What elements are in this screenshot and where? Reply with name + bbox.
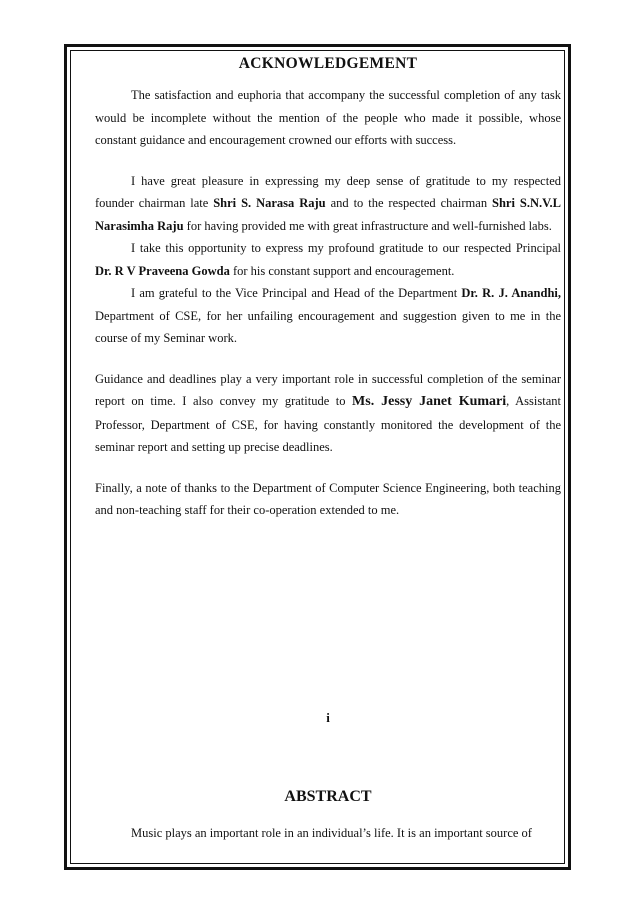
paragraph-guidance — [95, 368, 561, 459]
text: I take this opportunity to express my profound gratitude to our respected Principal — [131, 241, 561, 255]
text: I am grateful to the Vice Principal and Head of the Department — [131, 286, 462, 300]
text: for his constant support and encouragement. — [229, 263, 455, 278]
text: I have great pleasure in expressing my deep sense of gratitude to my respected founder chairman late — [95, 173, 561, 210]
name-principal: Dr. R V Praveena Gowda — [95, 263, 230, 278]
name-chairman: Shri S.N.V.L Narasimha Raju — [95, 196, 561, 233]
text: Department of CSE, for her unfailing encouragement and suggestion given to me in the course of my Seminar work. — [95, 308, 561, 345]
text: for having provided me with great infrastructure and well-furnished labs. — [183, 218, 552, 233]
page-number: i — [326, 710, 330, 725]
paragraph-satisfaction: The satisfaction and euphoria that accompany the successful completion of any task would be incomplete without the mention of the people who made it possible, whose constant guidance and encouragement crowned our efforts with success. — [95, 88, 561, 147]
abstract-first-line: Music plays an important role in an individual’s life. It is an important source of — [131, 826, 532, 840]
text: and to the respected chairman — [325, 196, 493, 210]
name-hod: Dr. R. J. Anandhi, — [461, 286, 562, 300]
paragraph-hod — [95, 282, 561, 350]
paragraph-finally: Finally, a note of thanks to the Department of Computer Science Engineering, both teaching and non-teaching staff for their co-operation extended to me. — [95, 480, 561, 517]
text: , Assistant Professor, Department of CSE, for having constantly monitored the development of the seminar report and setting up precise deadlines. — [95, 394, 561, 454]
paragraph-founder-chairman — [95, 170, 561, 238]
name-guide: Ms. Jessy Janet Kumari — [352, 394, 507, 409]
abstract-title: ABSTRACT — [284, 788, 372, 805]
text: Guidance and deadlines play a very important role in successful completion of the seminar report on time. I also convey my gratitude to — [95, 371, 561, 408]
acknowledgement-title: ACKNOWLEDGEMENT — [238, 55, 418, 72]
name-founder: Shri S. Narasa Raju — [213, 196, 326, 210]
paragraph-principal — [95, 237, 561, 282]
acknowledgement-section — [95, 52, 561, 522]
